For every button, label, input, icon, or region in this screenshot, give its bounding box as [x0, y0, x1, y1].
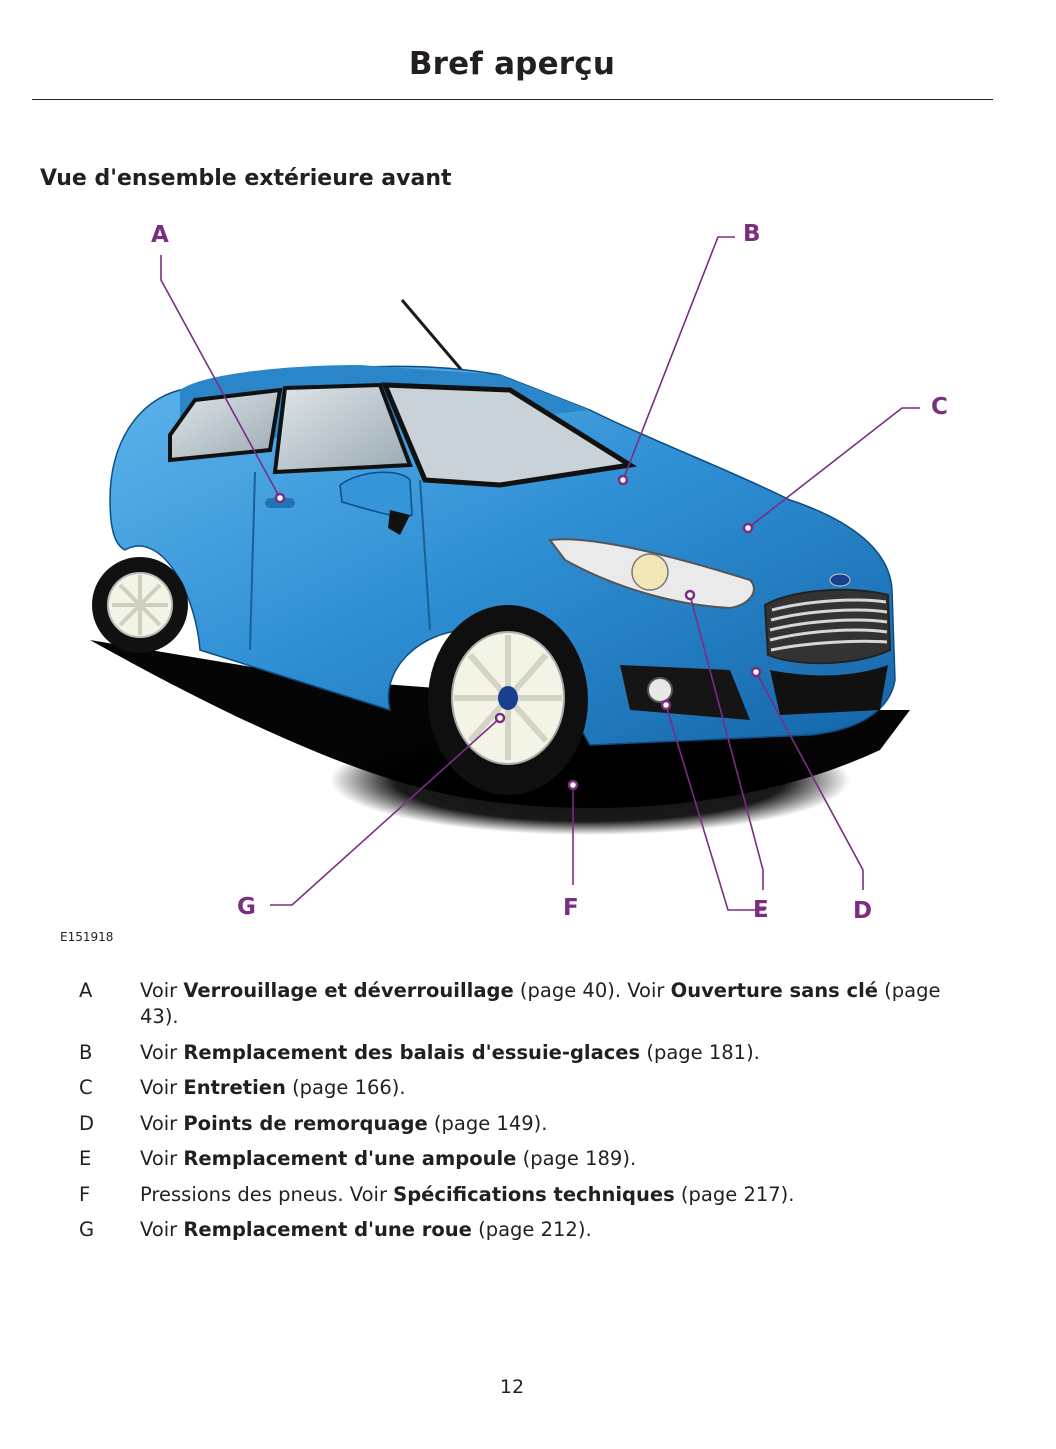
- callout-c: C: [931, 394, 948, 420]
- callout-g: G: [237, 894, 256, 920]
- fog-light: [648, 678, 672, 702]
- legend-text: Voir Remplacement d'une roue (page 212).: [140, 1218, 592, 1241]
- header-rule: [32, 99, 993, 100]
- legend-text: Voir Remplacement des balais d'essuie-glaces (page 181).: [140, 1041, 760, 1064]
- legend-text: Voir Entretien (page 166).: [140, 1076, 406, 1099]
- figure-id: E151918: [60, 930, 114, 944]
- legend-letter: F: [79, 1183, 91, 1206]
- callout-f: F: [563, 895, 579, 921]
- page-title: Bref aperçu: [408, 46, 616, 82]
- legend-text: Pressions des pneus. Voir Spécifications techniques (page 217).: [140, 1183, 795, 1206]
- car-illustration: [30, 210, 1030, 940]
- legend-text: Voir Verrouillage et déverrouillage (page 40). Voir Ouverture sans clé (page 43).: [140, 979, 941, 1028]
- callout-a: A: [151, 222, 169, 248]
- legend-text: Voir Remplacement d'une ampoule (page 189).: [140, 1147, 637, 1170]
- section-title: Vue d'ensemble extérieure avant: [40, 166, 452, 191]
- page-number: 12: [499, 1376, 525, 1398]
- legend-letter: B: [79, 1041, 93, 1064]
- legend-letter: G: [79, 1218, 95, 1241]
- callout-b: B: [743, 221, 761, 247]
- legend-link-ouverture: Ouverture sans clé: [670, 979, 878, 1002]
- callout-e: E: [753, 897, 769, 923]
- legend-letter: E: [79, 1147, 92, 1170]
- legend-letter: D: [79, 1112, 95, 1135]
- callout-d: D: [853, 898, 873, 924]
- legend-letter: C: [79, 1076, 93, 1099]
- legend-letter: A: [79, 979, 93, 1002]
- legend-link-verrouillage: Verrouillage et déverrouillage: [183, 979, 514, 1002]
- legend-text: Voir Points de remorquage (page 149).: [140, 1112, 548, 1135]
- car-exterior-figure: [30, 210, 1030, 940]
